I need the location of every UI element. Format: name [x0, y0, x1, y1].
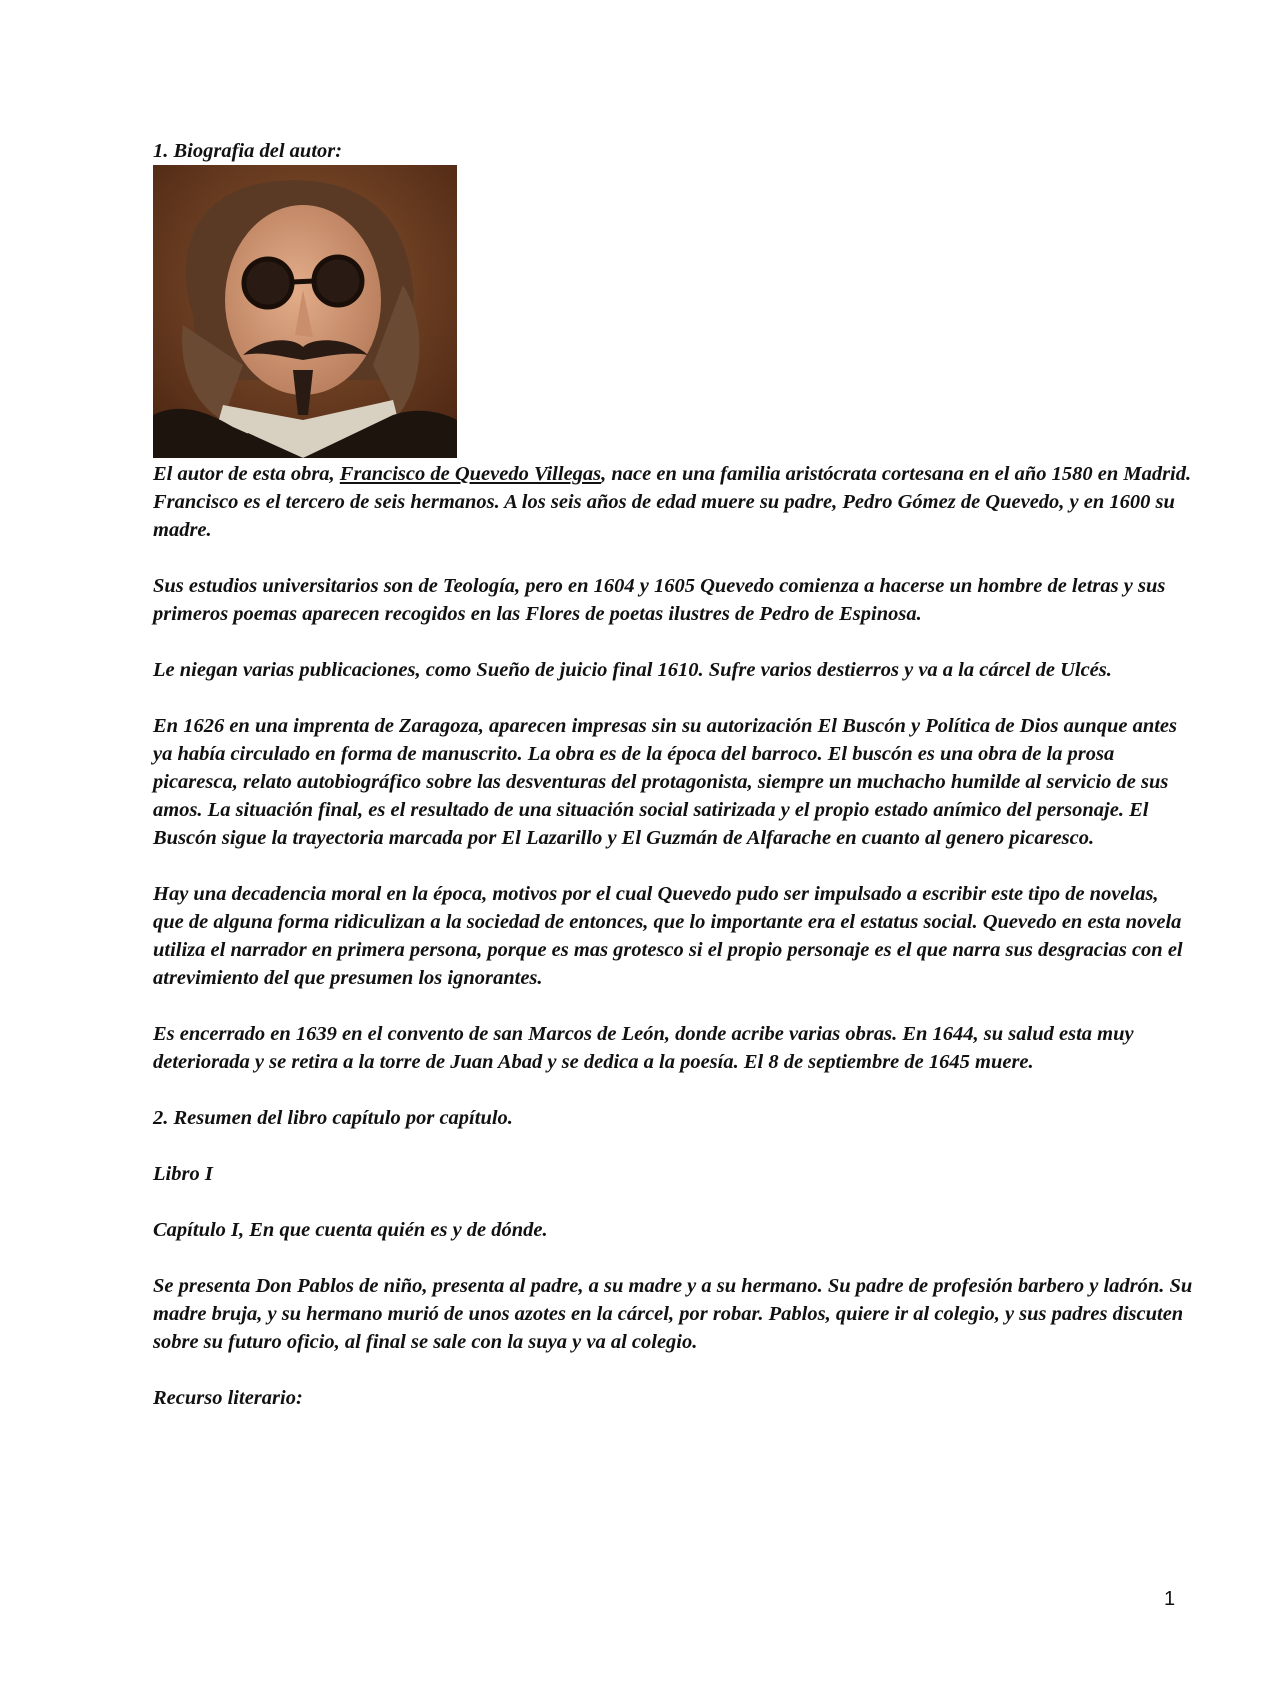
author-name-link[interactable]: Francisco de Quevedo Villegas	[339, 463, 602, 485]
bio-paragraph-3: Le niegan varias publicaciones, como Sueño de juicio final 1610. Sufre varios destierros y va a la cárcel de Ulcés.	[153, 659, 1112, 681]
document-body	[153, 137, 1193, 1412]
bio-paragraph-4: En 1626 en una imprenta de Zaragoza, aparecen impresas sin su autorización El Buscón y Política de Dios aunque antes ya había circulado en forma de manuscrito. La obra es de la época del barroco. El buscón es una obra de la prosa picaresca, relato autobiográfico sobre las desventuras del protagonista, siempre un muchacho humilde al servicio de sus amos. La situación final, es el resultado de una situación social satirizada y el propio estado anímico del personaje. El Buscón sigue la trayectoria marcada por El Lazarillo y El Guzmán de Alfarache en cuanto al genero picaresco.	[153, 715, 1177, 849]
heading-biography: 1. Biografia del autor:	[153, 140, 343, 162]
literary-device-label: Recurso literario:	[153, 1387, 303, 1409]
bio-paragraph-5: Hay una decadencia moral en la época, motivos por el cual Quevedo pudo ser impulsado a escribir este tipo de novelas, que de alguna forma ridiculizan a la sociedad de entonces, que lo importante era el estatus social. Quevedo en esta novela utiliza el narrador en primera persona, porque es mas grotesco si el propio personaje es el que narra sus desgracias con el atrevimiento del que presumen los ignorantes.	[153, 883, 1183, 989]
chapter-paragraph-1: Se presenta Don Pablos de niño, presenta al padre, a su madre y a su hermano. Su padre de profesión barbero y ladrón. Su madre bruja, y su hermano murió de unos azotes en la cárcel, por robar. Pablos, quiere ir al colegio, y sus padres discuten sobre su futuro oficio, al final se sale con la suya y va al colegio.	[153, 1275, 1193, 1353]
bio-paragraph-1-end: , nace en una familia aristócrata cortesana en el año 1580 en Madrid. Francisco es el tercero de seis hermanos. A los seis años de edad muere su padre, Pedro Gómez de Quevedo, y en 1600 su madre.	[153, 463, 1192, 541]
bio-paragraph-6: Es encerrado en 1639 en el convento de san Marcos de León, donde acribe varias obras. En 1644, su salud esta muy deteriorada y se retira a la torre de Juan Abad y se dedica a la poesía. El 8 de septiembre de 1645 muere.	[153, 1023, 1134, 1073]
heading-summary: 2. Resumen del libro capítulo por capítulo.	[153, 1107, 513, 1129]
bio-paragraph-1	[153, 460, 1193, 544]
page-number: 1	[1164, 1588, 1176, 1610]
bio-paragraph-2: Sus estudios universitarios son de Teología, pero en 1604 y 1605 Quevedo comienza a hacerse un hombre de letras y sus primeros poemas aparecen recogidos en las Flores de poetas ilustres de Pedro de Espinosa.	[153, 575, 1166, 625]
book-title: Libro I	[153, 1163, 213, 1185]
chapter-title: Capítulo I, En que cuenta quién es y de dónde.	[153, 1219, 548, 1241]
bio-paragraph-1-start: El autor de esta obra,	[153, 463, 340, 485]
author-portrait-image	[153, 165, 457, 458]
